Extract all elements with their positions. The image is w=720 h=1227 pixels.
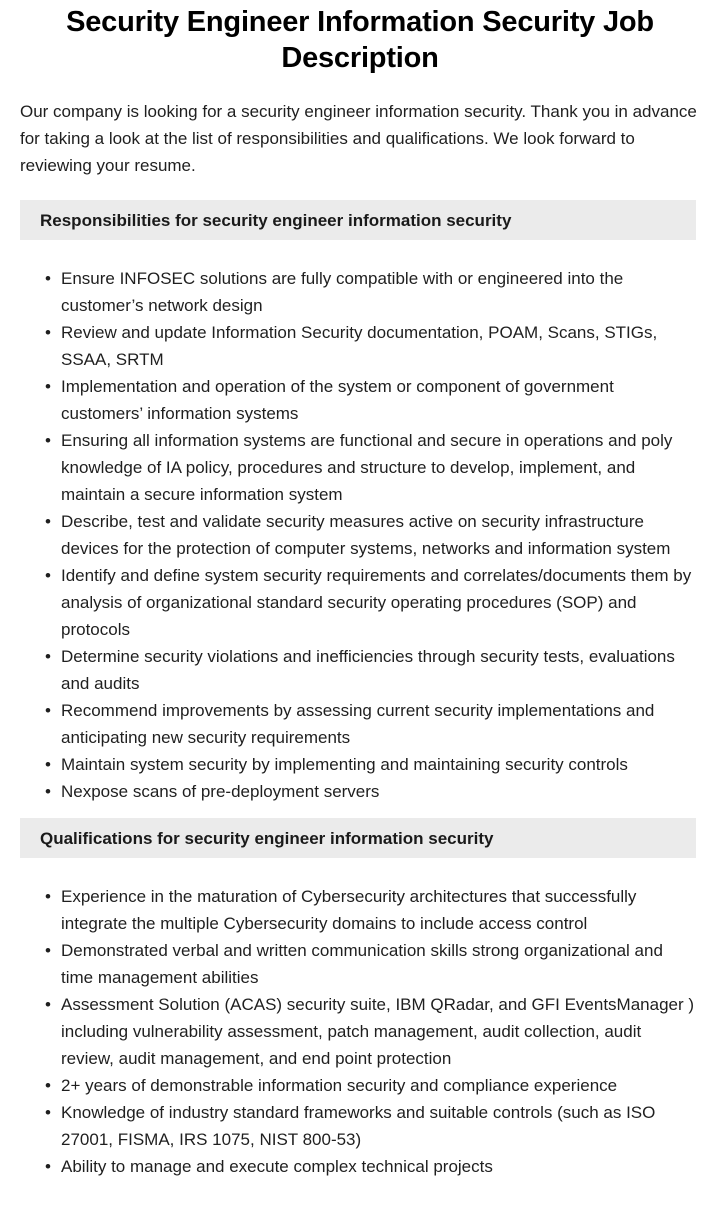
list-item: • Nexpose scans of pre-deployment servers (61, 778, 696, 805)
list-item: • Experience in the maturation of Cybersecurity architectures that successfully integrate the multiple Cybersecurity domains to include access control (61, 883, 696, 937)
list-item: • Identify and define system security requirements and correlates/documents them by analysis of organizational standard security operating procedures (SOP) and protocols (61, 562, 696, 643)
list-item: • Determine security violations and inefficiencies through security tests, evaluations and audits (61, 643, 696, 697)
qualifications-heading: Qualifications for security engineer information security (40, 828, 494, 848)
section-responsibilities (0, 200, 720, 805)
list-item: • Knowledge of industry standard frameworks and suitable controls (such as ISO 27001, FISMA, IRS 1075, NIST 800-53) (61, 1099, 696, 1153)
list-item: • Maintain system security by implementing and maintaining security controls (61, 751, 696, 778)
list-item: • Assessment Solution (ACAS) security suite, IBM QRadar, and GFI EventsManager ) including vulnerability assessment, patch management, audit collection, audit review, audit management, and end point protection (61, 991, 696, 1072)
list-item: • Ensure INFOSEC solutions are fully compatible with or engineered into the customer’s network design (61, 265, 696, 319)
qualifications-list (20, 883, 696, 1180)
list-item: • Recommend improvements by assessing current security implementations and anticipating new security requirements (61, 697, 696, 751)
list-item: • 2+ years of demonstrable information security and compliance experience (61, 1072, 696, 1099)
responsibilities-list (20, 265, 696, 805)
list-item: • Describe, test and validate security measures active on security infrastructure devices for the protection of computer systems, networks and information system (61, 508, 696, 562)
list-item: • Implementation and operation of the system or component of government customers’ information systems (61, 373, 696, 427)
list-item: • Demonstrated verbal and written communication skills strong organizational and time management abilities (61, 937, 696, 991)
section-qualifications (0, 818, 720, 1180)
list-item: • Review and update Information Security documentation, POAM, Scans, STIGs, SSAA, SRTM (61, 319, 696, 373)
page-title: Security Engineer Information Security Job Description (66, 6, 654, 74)
responsibilities-section-header (20, 200, 696, 240)
list-item: • Ensuring all information systems are functional and secure in operations and poly knowledge of IA policy, procedures and structure to develop, implement, and maintain a secure information system (61, 427, 696, 508)
intro-paragraph: Our company is looking for a security engineer information security. Thank you in advance for taking a look at the list of responsibilities and qualifications. We look forward to reviewing your resume. (20, 102, 697, 175)
qualifications-section-header (20, 818, 696, 858)
responsibilities-heading: Responsibilities for security engineer information security (40, 210, 512, 230)
list-item: • Ability to manage and execute complex technical projects (61, 1153, 696, 1180)
